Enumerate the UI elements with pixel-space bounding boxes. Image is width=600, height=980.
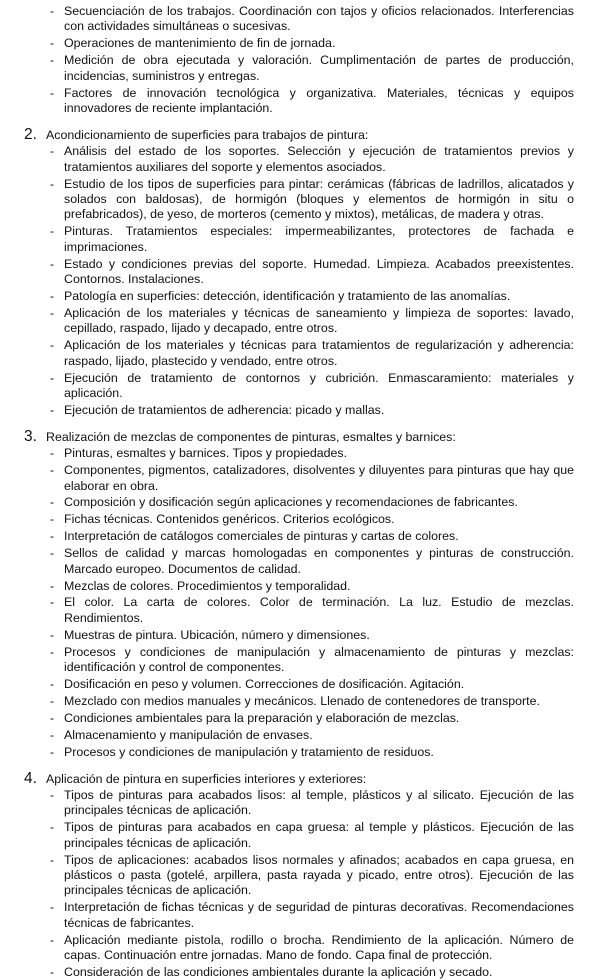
list-item	[46, 965, 574, 980]
dash-bullet-icon: -	[50, 289, 55, 303]
list-item	[46, 933, 574, 964]
list-item-text: Dosificación en peso y volumen. Correcciones de dosificación. Agitación.	[64, 676, 465, 691]
dash-bullet-icon: -	[50, 305, 55, 320]
dash-bullet-icon: -	[50, 144, 55, 159]
list-item	[46, 446, 574, 461]
list-item	[46, 53, 574, 84]
dash-bullet-icon: -	[50, 529, 55, 544]
list-item-text: Mezclas de colores. Procedimientos y temporalidad.	[64, 578, 351, 593]
section-title: Aplicación de pintura en superficies interiores y exteriores:	[46, 771, 367, 786]
list-item	[46, 788, 574, 819]
list-item-text: Composición y dosificación según aplicaciones y recomendaciones de fabricantes.	[64, 495, 518, 510]
dash-bullet-icon: -	[50, 53, 55, 68]
dash-bullet-icon: -	[50, 644, 55, 659]
bullet-list	[24, 144, 574, 418]
list-item	[46, 595, 574, 626]
section-heading	[24, 771, 574, 787]
list-item-text: Tipos de aplicaciones: acabados lisos normales y afinados; acabados en capa gruesa, en plásticos o pasta (gotelé, arpillera, pasta rayada y picado, entre otros). Ejecución de las principales técnicas de aplicación.	[64, 852, 574, 898]
section-number: 4.	[24, 769, 37, 787]
list-item-text: Estudio de los tipos de superficies para pintar: cerámicas (fábricas de ladrillos, alicatados y solados con baldosas), de hormigón (bloques y elementos de hormigón in situ o prefabricados), de yeso, de morteros (cemento y mixtos), metálicas, de madera y otras.	[64, 176, 574, 222]
dash-bullet-icon: -	[50, 402, 55, 417]
section-2	[24, 429, 574, 760]
dash-bullet-icon: -	[50, 727, 55, 742]
dash-bullet-icon: -	[50, 224, 55, 239]
dash-bullet-icon: -	[50, 627, 55, 642]
section-number: 3.	[24, 428, 37, 446]
bullet-list	[24, 4, 574, 116]
list-item	[46, 306, 574, 337]
list-item-text: Interpretación de fichas técnicas y de seguridad de pinturas decorativas. Recomendaciones técnicas de fabricantes.	[64, 900, 574, 930]
list-item-text: Ejecución de tratamientos de adherencia: picado y mallas.	[64, 402, 385, 417]
dash-bullet-icon: -	[50, 4, 55, 18]
list-item	[46, 177, 574, 223]
dash-bullet-icon: -	[50, 176, 55, 191]
list-item	[46, 645, 574, 676]
section-title: Acondicionamiento de superficies para trabajos de pintura:	[46, 128, 369, 143]
list-item	[46, 579, 574, 594]
list-item	[46, 4, 574, 35]
list-item-text: Factores de innovación tecnológica y organizativa. Materiales, técnicas y equipos innovadores de reciente implantación.	[64, 85, 574, 115]
list-item	[46, 694, 574, 709]
list-item-text: Pinturas, esmaltes y barnices. Tipos y propiedades.	[64, 446, 348, 461]
dash-bullet-icon: -	[50, 338, 55, 353]
list-item	[46, 512, 574, 527]
list-item-text: Sellos de calidad y marcas homologadas en componentes y pinturas de construcción. Marcado europeo. Documentos de calidad.	[64, 546, 574, 576]
list-item	[46, 900, 574, 931]
list-item	[46, 546, 574, 577]
dash-bullet-icon: -	[50, 932, 55, 947]
list-item	[46, 820, 574, 851]
section-number: 2.	[24, 126, 37, 144]
list-item	[46, 36, 574, 51]
list-item-text: Secuenciación de los trabajos. Coordinación con tajos y oficios relacionados. Interferencias con actividades simultáneas o sucesivas.	[64, 4, 574, 34]
section-title: Realización de mezclas de componentes de pinturas, esmaltes y barnices:	[46, 430, 456, 445]
dash-bullet-icon: -	[50, 256, 55, 271]
list-item	[46, 495, 574, 510]
dash-bullet-icon: -	[50, 693, 55, 708]
list-item	[46, 371, 574, 402]
list-item-text: Pinturas. Tratamientos especiales: impermeabilizantes, protectores de fachada e imprimaciones.	[64, 224, 574, 254]
dash-bullet-icon: -	[50, 446, 55, 461]
list-item-text: Aplicación de los materiales y técnicas para tratamientos de regularización y adherencia: raspado, lijado, plastecido y vendado, entre otros.	[64, 338, 574, 368]
list-item	[46, 529, 574, 544]
dash-bullet-icon: -	[50, 820, 55, 835]
list-item	[46, 853, 574, 899]
list-item-text: Condiciones ambientales para la preparación y elaboración de mezclas.	[64, 710, 460, 725]
dash-bullet-icon: -	[50, 85, 55, 100]
list-item	[46, 463, 574, 494]
dash-bullet-icon: -	[50, 852, 55, 867]
list-item-text: Componentes, pigmentos, catalizadores, disolventes y diluyentes para pinturas que hay que elaborar en obra.	[64, 463, 574, 493]
list-item	[46, 677, 574, 692]
list-item-text: Almacenamiento y manipulación de envases.	[64, 727, 313, 742]
dash-bullet-icon: -	[50, 495, 55, 510]
list-item-text: Procesos y condiciones de manipulación y tratamiento de residuos.	[64, 744, 434, 759]
section-0	[24, 4, 574, 116]
content-list	[24, 4, 574, 980]
list-item-text: Tipos de pinturas para acabados lisos: al temple, plásticos y al silicato. Ejecución de las principales técnicas de aplicación.	[64, 787, 574, 818]
list-item-text: Medición de obra ejecutada y valoración. Cumplimentación de partes de producción, incidencias, suministros y entregas.	[64, 53, 574, 83]
list-item-text: Estado y condiciones previas del soporte. Humedad. Limpieza. Acabados preexistentes. Contornos. Instalaciones.	[64, 256, 574, 287]
list-item-text: El color. La carta de colores. Color de terminación. La luz. Estudio de mezclas. Rendimientos.	[64, 595, 574, 625]
list-item-text: Análisis del estado de los soportes. Selección y ejecución de tratamientos previos y tratamientos auxiliares del soporte y elementos asociados.	[64, 144, 574, 174]
list-item	[46, 745, 574, 760]
list-item	[46, 224, 574, 255]
list-item-text: Aplicación de los materiales y técnicas de saneamiento y limpieza de soportes: lavado, cepillado, raspado, lijado y decapado, entre otros.	[64, 305, 574, 336]
list-item	[46, 144, 574, 175]
list-item-text: Procesos y condiciones de manipulación y almacenamiento de pinturas y mezclas: identificación y control de componentes.	[64, 644, 574, 675]
dash-bullet-icon: -	[50, 36, 55, 51]
list-item	[46, 628, 574, 643]
list-item	[46, 728, 574, 743]
list-item	[46, 338, 574, 369]
dash-bullet-icon: -	[50, 512, 55, 527]
dash-bullet-icon: -	[50, 900, 55, 915]
dash-bullet-icon: -	[50, 595, 55, 610]
list-item	[46, 86, 574, 117]
dash-bullet-icon: -	[50, 370, 55, 385]
bullet-list	[24, 788, 574, 980]
dash-bullet-icon: -	[50, 676, 55, 691]
dash-bullet-icon: -	[50, 546, 55, 561]
list-item-text: Consideración de las condiciones ambientales durante la aplicación y secado.	[64, 964, 493, 979]
list-item-text: Aplicación mediante pistola, rodillo o brocha. Rendimiento de la aplicación. Número de capas. Continuación entre jornadas. Mano de fondo. Capa final de protección.	[64, 932, 574, 963]
section-1	[24, 127, 574, 418]
list-item	[46, 711, 574, 726]
dash-bullet-icon: -	[50, 787, 55, 802]
list-item-text: Muestras de pintura. Ubicación, número y dimensiones.	[64, 627, 370, 642]
list-item-text: Ejecución de tratamiento de contornos y cubrición. Enmascaramiento: materiales y aplicación.	[64, 370, 574, 400]
list-item-text: Tipos de pinturas para acabados en capa gruesa: al temple y plásticos. Ejecución de las principales técnicas de aplicación.	[64, 820, 574, 850]
list-item-text: Mezclado con medios manuales y mecánicos. Llenado de contenedores de transporte.	[64, 693, 540, 708]
list-item	[46, 257, 574, 288]
list-item-text: Interpretación de catálogos comerciales de pinturas y cartas de colores.	[64, 529, 459, 544]
list-item-text: Fichas técnicas. Contenidos genéricos. Criterios ecológicos.	[64, 512, 395, 527]
dash-bullet-icon: -	[50, 463, 55, 478]
section-heading	[24, 127, 574, 143]
list-item-text: Operaciones de mantenimiento de fin de jornada.	[64, 36, 336, 51]
bullet-list	[24, 446, 574, 760]
list-item-text: Patología en superficies: detección, identificación y tratamiento de las anomalías.	[64, 289, 511, 303]
list-item	[46, 403, 574, 418]
section-heading	[24, 429, 574, 445]
list-item	[46, 289, 574, 304]
dash-bullet-icon: -	[50, 578, 55, 593]
dash-bullet-icon: -	[50, 964, 55, 979]
dash-bullet-icon: -	[50, 744, 55, 759]
dash-bullet-icon: -	[50, 710, 55, 725]
